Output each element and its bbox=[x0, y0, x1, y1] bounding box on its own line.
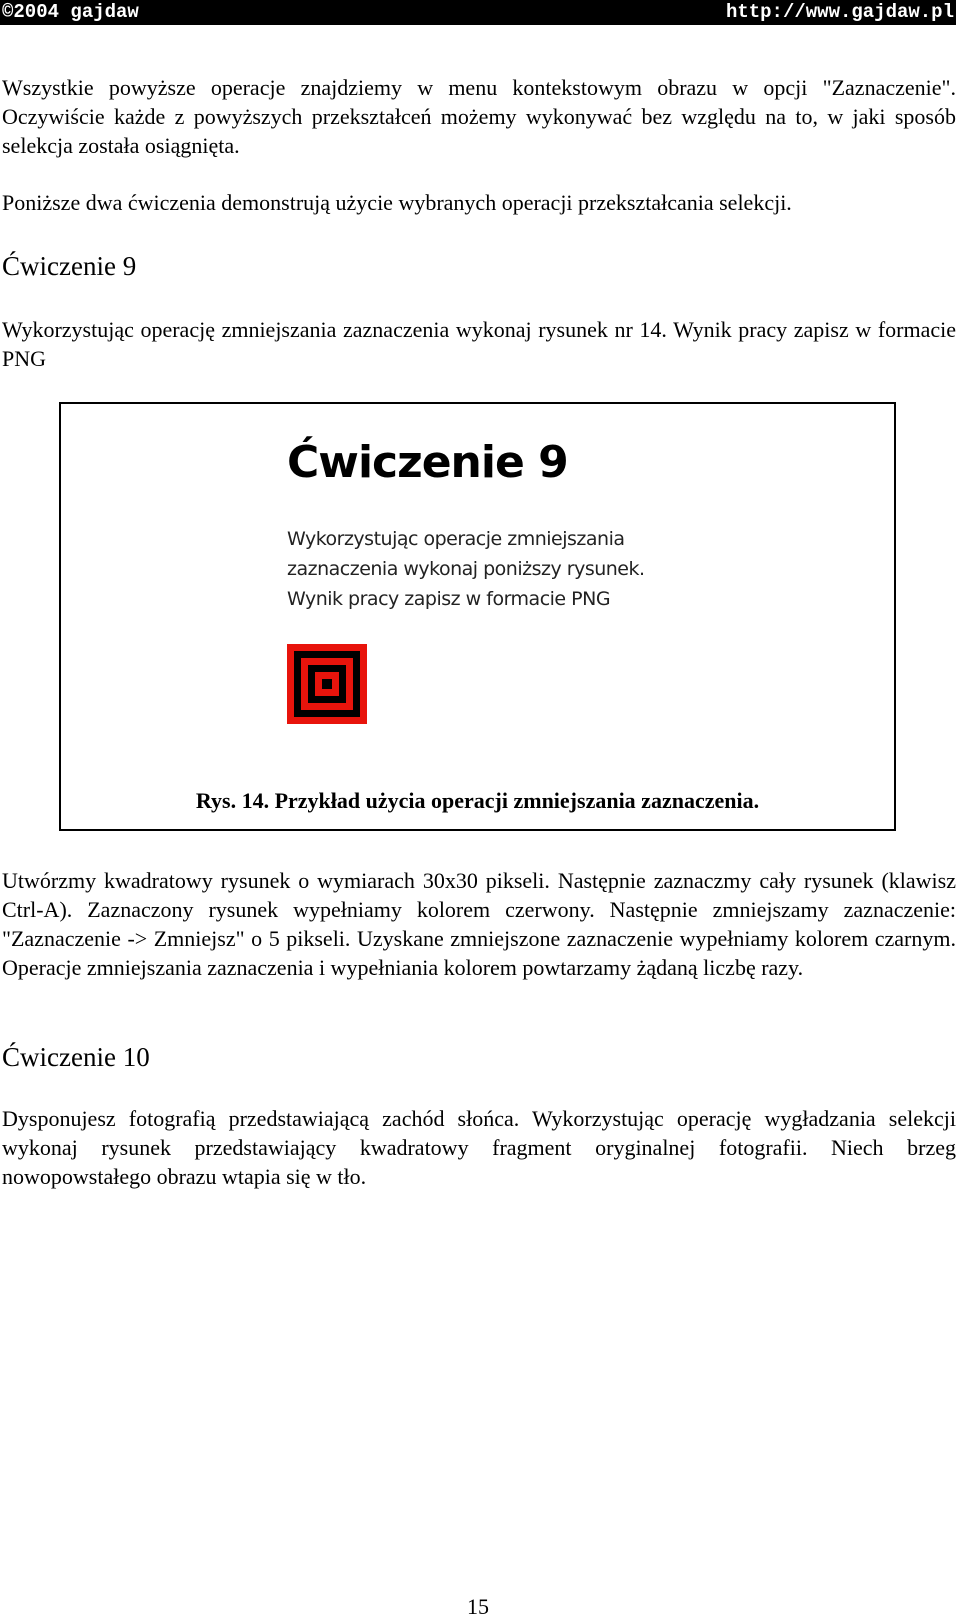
figure-text-line: zaznaczenia wykonaj poniższy rysunek. bbox=[287, 558, 645, 580]
header-copyright: ©2004 gajdaw bbox=[2, 1, 139, 23]
paragraph-exercise-9-task: Wykorzystując operację zmniejszania zaznaczenia wykonaj rysunek nr 14. Wynik pracy zapisz w formacie PNG bbox=[2, 317, 956, 371]
paragraph-exercises-intro: Poniższe dwa ćwiczenia demonstrują użycie wybranych operacji przekształcania selekcji. bbox=[2, 190, 792, 215]
figure-text-line: Wykorzystując operacje zmniejszania bbox=[287, 528, 625, 550]
page-number: 15 bbox=[467, 1594, 489, 1619]
figure-text bbox=[287, 524, 645, 614]
heading-exercise-9: Ćwiczenie 9 bbox=[2, 251, 137, 281]
page-header bbox=[0, 0, 956, 25]
paragraph-exercise-10-task: Dysponujesz fotografią przedstawiającą zachód słońca. Wykorzystując operację wygładzania selekcji wykonaj rysunek przedstawiający kwadratowy fragment oryginalnej fotografii. Niech brzeg nowopowstałego obrazu wtapia się w tło. bbox=[2, 1106, 956, 1189]
heading-exercise-10: Ćwiczenie 10 bbox=[2, 1042, 150, 1072]
square-layer-6 bbox=[322, 679, 332, 689]
figure-14 bbox=[59, 402, 896, 831]
figure-text-line: Wynik pracy zapisz w formacie PNG bbox=[287, 588, 611, 610]
paragraph-intro: Wszystkie powyższe operacje znajdziemy w menu kontekstowym obrazu w opcji "Zaznaczenie". Oczywiście każde z powyższych przekształceń możemy wykonywać bez względu na to, w jaki sposób selekcja została osiągnięta. bbox=[2, 75, 956, 158]
concentric-squares-image bbox=[287, 644, 367, 724]
figure-title: Ćwiczenie 9 bbox=[287, 437, 568, 488]
figure-caption: Rys. 14. Przykład użycia operacji zmniejszania zaznaczenia. bbox=[195, 788, 760, 813]
paragraph-exercise-9-steps: Utwórzmy kwadratowy rysunek o wymiarach 30x30 pikseli. Następnie zaznaczmy cały rysunek (klawisz Ctrl-A). Zaznaczony rysunek wypełniamy kolorem czerwony. Następnie zmniejszamy zaznaczenie: "Zaznaczenie -> Zmniejsz" o 5 pikseli. Uzyskane zmniejszone zaznaczenie wypełniamy kolorem czarnym. Operacje zmniejszania zaznaczenia i wypełniania kolorem powtarzamy żądaną liczbę razy. bbox=[2, 868, 956, 980]
header-url: http://www.gajdaw.pl bbox=[725, 1, 954, 23]
